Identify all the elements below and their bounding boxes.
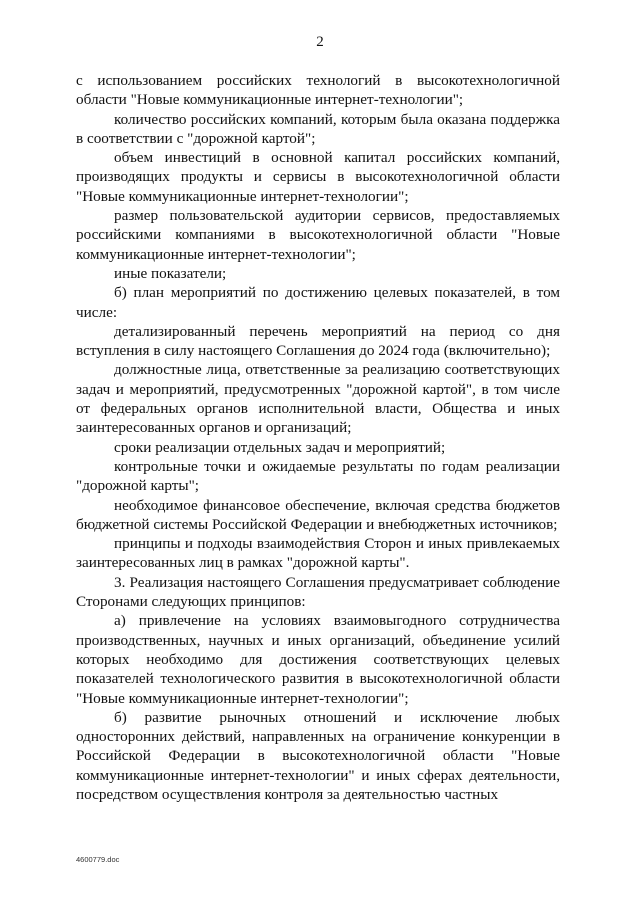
paragraph-checkpoints: контрольные точки и ожидаемые результаты по годам реализации "дорожной карты"; <box>76 457 560 495</box>
paragraph-other-indicators: иные показатели; <box>114 264 227 282</box>
footer-file-code: 4600779.doc <box>76 855 120 864</box>
paragraph-principle-b: б) развитие рыночных отношений и исключение любых односторонних действий, направленных на ограничение конкуренции в Российской Федерации в высокотехнологичной области "Новые коммуникационные интернет-технологии" и иных сферах деятельности, посредством осуществления контроля за деятельностью частных <box>76 708 560 803</box>
paragraph-principle-a: а) привлечение на условиях взаимовыгодного сотрудничества производственных, научных и иных организаций, объединение усилий которых необходимо для достижения соответствующих целевых показателей технологического развития в высокотехнологичной области "Новые коммуникационные интернет-технологии"; <box>76 612 560 707</box>
paragraph-financing: необходимое финансовое обеспечение, включая средства бюджетов бюджетной системы Российской Федерации и внебюджетных источников; <box>76 496 560 533</box>
paragraph-principles-interaction: принципы и подходы взаимодействия Сторон и иных привлекаемых заинтересованных лиц в рамках "дорожной карты". <box>76 535 560 572</box>
paragraph-deadlines: сроки реализации отдельных задач и мероприятий; <box>114 438 446 456</box>
paragraph-indicator-audience: размер пользовательской аудитории сервисов, предоставляемых российскими компаниями в высокотехнологичной области "Новые коммуникационные интернет-технологии"; <box>76 207 560 263</box>
page-number: 2 <box>316 34 324 50</box>
document-body <box>76 71 560 804</box>
paragraph-detailed-list: детализированный перечень мероприятий на период со дня вступления в силу настоящего Соглашения до 2024 года (включительно); <box>76 322 560 360</box>
paragraph-indicator-companies-supported: количество российских компаний, которым была оказана поддержка в соответствии с "дорожной картой"; <box>76 110 560 147</box>
paragraph-indicator-investment: объем инвестиций в основной капитал российских компаний, производящих продукты и сервисы в высокотехнологичной области "Новые коммуникационные интернет-технологии"; <box>76 149 560 205</box>
paragraph-continuation: с использованием российских технологий в высокотехнологичной области "Новые коммуникационные интернет-технологии"; <box>76 72 560 109</box>
paragraph-action-plan: б) план мероприятий по достижению целевых показателей, в том числе: <box>76 284 560 321</box>
paragraph-responsible-officials: должностные лица, ответственные за реализацию соответствующих задач и мероприятий, предусмотренных "дорожной картой", в том числе от федеральных органов исполнительной власти, Общества и иных заинтересованных органов и организаций; <box>76 361 560 437</box>
paragraph-section-3: 3. Реализация настоящего Соглашения предусматривает соблюдение Сторонами следующих принципов: <box>76 573 560 611</box>
